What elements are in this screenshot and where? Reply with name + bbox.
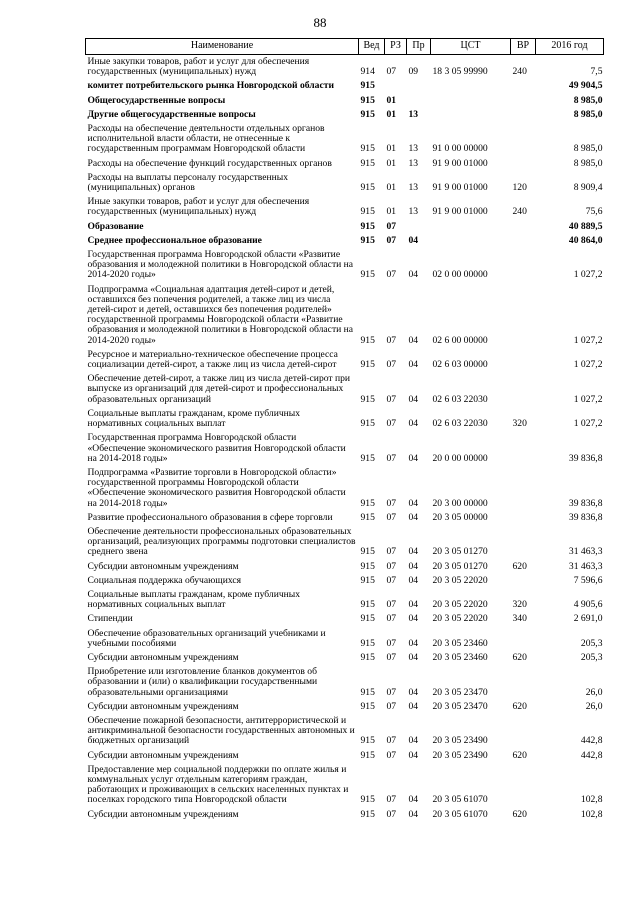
cell-rz: 07: [386, 452, 397, 464]
cell-name: Субсидии автономным учреждениям: [87, 808, 239, 820]
cell-sum: 39 836,8: [568, 511, 603, 523]
cell-name: Субсидии автономным учреждениям: [87, 560, 239, 572]
table-row: [86, 466, 604, 511]
cell-rz: 07: [386, 735, 397, 747]
cell-pr: 13: [408, 143, 419, 155]
table-row: [86, 525, 604, 560]
cell-name: Социальные выплаты гражданам, кроме публичных нормативных социальных выплат: [87, 588, 301, 611]
cell-cst: 20 3 05 22020: [432, 599, 488, 611]
cell-vr: 620: [512, 560, 527, 572]
cell-name: Стипендии: [87, 613, 133, 625]
cell-rz: 01: [386, 143, 397, 155]
cell-vr: [511, 665, 536, 700]
cell-name: Приобретение или изготовление бланков документов об образовании и (или) о квалификации государственными образовательными организациями: [87, 666, 318, 698]
cell-vr: [511, 511, 536, 525]
cell-cst: 20 3 05 22020: [432, 574, 488, 586]
cell-ved: 915: [360, 599, 375, 611]
cell-ved: 915: [360, 637, 375, 649]
cell-rz: 07: [386, 613, 397, 625]
cell-name: Ресурсное и материально-техническое обеспечение процесса социализации детей-сирот, а также лиц из числа детей-сирот: [87, 348, 338, 371]
table-row: [86, 627, 604, 651]
cell-vr: [511, 627, 536, 651]
cell-cst: [431, 108, 511, 122]
cell-cst: 20 3 05 23490: [432, 735, 488, 747]
cell-sum: 102,8: [580, 794, 603, 806]
header-sum-2016: 2016 год: [536, 39, 604, 55]
cell-vr: [511, 348, 536, 372]
cell-sum: 205,3: [580, 637, 603, 649]
cell-sum: 442,8: [580, 735, 603, 747]
cell-sum: 39 836,8: [568, 452, 603, 464]
cell-name: Развитие профессионального образования в сфере торговли: [87, 511, 333, 523]
cell-vr: [511, 466, 536, 511]
cell-pr: 09: [408, 66, 419, 78]
header-ved: Вед: [359, 39, 385, 55]
cell-ved: 915: [360, 220, 375, 232]
cell-ved: 915: [360, 613, 375, 625]
cell-name: Расходы на обеспечение функций государственных органов: [87, 157, 332, 169]
cell-rz: 07: [386, 511, 397, 523]
cell-pr: 04: [408, 613, 419, 625]
cell-cst: [431, 220, 511, 234]
cell-rz: 01: [386, 108, 397, 120]
cell-sum: 40 889,5: [568, 220, 603, 232]
header-pr: Пр: [407, 39, 431, 55]
cell-pr: 04: [408, 334, 419, 346]
cell-pr: [407, 94, 431, 108]
cell-rz: 07: [386, 234, 397, 246]
cell-pr: 13: [408, 206, 419, 218]
cell-rz: 07: [386, 546, 397, 558]
cell-sum: 4 905,6: [573, 599, 603, 611]
table-row: [86, 283, 604, 348]
cell-name: Субсидии автономным учреждениям: [87, 749, 239, 761]
table-row: [86, 122, 604, 157]
table-row: [86, 348, 604, 372]
page-number: 88: [313, 15, 327, 30]
table-row: [86, 79, 604, 93]
cell-sum: 39 836,8: [568, 497, 603, 509]
cell-pr: 04: [408, 749, 419, 761]
cell-ved: 915: [360, 182, 375, 194]
table-row: [86, 588, 604, 612]
cell-ved: 915: [360, 574, 375, 586]
cell-cst: [431, 79, 511, 93]
cell-name: Подпрограмма «Социальная адаптация детей-сирот и детей, оставшихся без попечения родителей, а также лиц из числа детей-сирот и детей, оставшихся без попечения родителей» государственной программы Новгородской области «Развитие образования и молодежной политики в Новгородской области на 2014-2020 годы»: [87, 283, 354, 346]
cell-cst: 20 3 05 61070: [432, 794, 488, 806]
table-row: [86, 94, 604, 108]
cell-vr: [511, 122, 536, 157]
cell-sum: 1 027,2: [573, 359, 603, 371]
table-row: [86, 431, 604, 466]
table-row: [86, 220, 604, 234]
cell-vr: [511, 220, 536, 234]
cell-rz: 07: [386, 637, 397, 649]
cell-rz: [385, 79, 407, 93]
cell-vr: [511, 234, 536, 248]
table-row: [86, 234, 604, 248]
cell-name: Социальная поддержка обучающихся: [87, 574, 242, 586]
cell-cst: 20 3 05 23460: [432, 637, 488, 649]
cell-ved: 915: [360, 269, 375, 281]
cell-vr: [511, 574, 536, 588]
cell-cst: [431, 94, 511, 108]
cell-pr: 04: [408, 700, 419, 712]
table-row: [86, 612, 604, 626]
cell-cst: [431, 234, 511, 248]
cell-pr: 04: [408, 651, 419, 663]
cell-name: Расходы на выплаты персоналу государственных (муниципальных) органов: [87, 171, 289, 194]
table-row: [86, 108, 604, 122]
cell-ved: 915: [360, 108, 375, 120]
cell-pr: 04: [408, 599, 419, 611]
table-row: [86, 763, 604, 808]
cell-sum: 8 985,0: [573, 143, 603, 155]
cell-name: Социальные выплаты гражданам, кроме публичных нормативных социальных выплат: [87, 407, 301, 430]
cell-ved: 915: [360, 686, 375, 698]
cell-pr: 04: [408, 794, 419, 806]
cell-name: Другие общегосударственные вопросы: [87, 108, 256, 120]
cell-name: Субсидии автономным учреждениям: [87, 651, 239, 663]
cell-name: Иные закупки товаров, работ и услуг для обеспечения государственных (муниципальных) нужд: [87, 56, 310, 78]
cell-sum: 1 027,2: [573, 269, 603, 281]
cell-vr: [511, 283, 536, 348]
cell-vr: [511, 763, 536, 808]
cell-cst: 20 3 00 00000: [432, 497, 488, 509]
cell-pr: 04: [408, 808, 419, 820]
cell-rz: 01: [386, 182, 397, 194]
budget-table: [85, 38, 604, 822]
cell-sum: 1 027,2: [573, 418, 603, 430]
cell-sum: 8 985,0: [573, 94, 603, 106]
cell-vr: [511, 94, 536, 108]
cell-pr: 04: [408, 497, 419, 509]
cell-cst: 91 9 00 01000: [432, 182, 488, 194]
header-vr: ВР: [511, 39, 536, 55]
cell-sum: 49 904,5: [568, 80, 603, 92]
table-body: [86, 55, 604, 822]
cell-vr: 620: [512, 651, 527, 663]
cell-name: Государственная программа Новгородской области «Развитие образования и молодежной политики в Новгородской области на 2014-2020 годы»: [87, 249, 354, 281]
cell-cst: 18 3 05 99990: [432, 66, 488, 78]
cell-sum: 26,0: [585, 700, 603, 712]
cell-pr: 04: [408, 393, 419, 405]
cell-pr: [407, 79, 431, 93]
cell-name: Обеспечение пожарной безопасности, антитеррористической и антикриминальной безопасности государственных автономных и бюджетных организаций: [87, 714, 355, 747]
cell-pr: 13: [408, 108, 419, 120]
table-header-row: [86, 39, 604, 55]
table-row: [86, 195, 604, 219]
table-row: [86, 511, 604, 525]
cell-pr: 13: [408, 157, 419, 169]
cell-vr: [511, 248, 536, 283]
cell-ved: 915: [360, 735, 375, 747]
cell-rz: 07: [386, 359, 397, 371]
cell-name: Субсидии автономным учреждениям: [87, 700, 239, 712]
cell-rz: 07: [386, 808, 397, 820]
cell-vr: 340: [512, 613, 527, 625]
table-row: [86, 372, 604, 407]
table-row: [86, 808, 604, 822]
cell-vr: 620: [512, 700, 527, 712]
cell-ved: 915: [360, 393, 375, 405]
cell-sum: 7,5: [590, 66, 603, 78]
cell-pr: 04: [408, 546, 419, 558]
cell-rz: 07: [386, 651, 397, 663]
cell-vr: [511, 157, 536, 171]
cell-sum: 1 027,2: [573, 393, 603, 405]
cell-cst: 20 3 05 23460: [432, 651, 488, 663]
cell-sum: 205,3: [580, 651, 603, 663]
cell-cst: 02 0 00 00000: [432, 269, 488, 281]
cell-pr: 04: [408, 735, 419, 747]
cell-ved: 915: [360, 700, 375, 712]
cell-ved: 915: [360, 157, 375, 169]
cell-sum: 40 864,0: [568, 234, 603, 246]
table-row: [86, 665, 604, 700]
cell-ved: 915: [360, 546, 375, 558]
cell-pr: 04: [408, 511, 419, 523]
cell-sum: 442,8: [580, 749, 603, 761]
cell-name: Подпрограмма «Развитие торговли в Новгородской области» государственной программы Новгородской области «Обеспечение экономического развития Новгородской области на 2014-2018 годы»: [87, 466, 346, 509]
cell-rz: 07: [386, 794, 397, 806]
cell-name: Среднее профессиональное образование: [87, 234, 262, 246]
cell-ved: 915: [360, 418, 375, 430]
cell-sum: 31 463,3: [568, 560, 603, 572]
table-row: [86, 560, 604, 574]
header-rz: РЗ: [385, 39, 407, 55]
cell-rz: 07: [386, 700, 397, 712]
cell-vr: [511, 714, 536, 749]
cell-pr: 04: [408, 637, 419, 649]
cell-sum: 8 909,4: [573, 182, 603, 194]
cell-ved: 915: [360, 234, 375, 246]
cell-rz: 07: [386, 497, 397, 509]
cell-ved: 915: [360, 94, 375, 106]
cell-ved: 915: [360, 749, 375, 761]
cell-rz: 01: [386, 206, 397, 218]
cell-pr: 04: [408, 359, 419, 371]
cell-ved: 915: [360, 206, 375, 218]
cell-name: комитет потребительского рынка Новгородской области: [87, 80, 334, 92]
cell-name: Обеспечение образовательных организаций учебниками и учебными пособиями: [87, 627, 326, 649]
cell-ved: 915: [360, 560, 375, 572]
table-row: [86, 157, 604, 171]
cell-cst: 91 9 00 01000: [432, 157, 488, 169]
table-row: [86, 171, 604, 195]
cell-cst: 02 6 00 00000: [432, 334, 488, 346]
cell-sum: 1 027,2: [573, 334, 603, 346]
cell-vr: 120: [512, 182, 527, 194]
header-name: Наименование: [86, 39, 359, 55]
cell-ved: 914: [360, 66, 375, 78]
cell-rz: 07: [386, 599, 397, 611]
cell-cst: 20 3 05 01270: [432, 560, 488, 572]
cell-vr: 240: [512, 206, 527, 218]
cell-cst: 20 3 05 01270: [432, 546, 488, 558]
cell-sum: 2 691,0: [573, 613, 603, 625]
cell-name: Образование: [87, 220, 144, 232]
cell-vr: [511, 431, 536, 466]
cell-sum: 31 463,3: [568, 546, 603, 558]
cell-cst: 20 3 05 23470: [432, 700, 488, 712]
cell-rz: 07: [386, 749, 397, 761]
cell-vr: [511, 372, 536, 407]
cell-pr: 04: [408, 452, 419, 464]
cell-name: Общегосударственные вопросы: [87, 94, 226, 106]
cell-ved: 915: [360, 452, 375, 464]
cell-vr: 620: [512, 749, 527, 761]
cell-pr: [407, 220, 431, 234]
table-row: [86, 714, 604, 749]
cell-rz: 01: [386, 94, 397, 106]
cell-rz: 07: [386, 393, 397, 405]
cell-vr: 240: [512, 66, 527, 78]
cell-ved: 915: [360, 334, 375, 346]
cell-rz: 07: [386, 220, 397, 232]
cell-sum: 7 596,6: [573, 574, 603, 586]
cell-vr: [511, 108, 536, 122]
table-row: [86, 651, 604, 665]
cell-pr: 04: [408, 234, 419, 246]
cell-name: Обеспечение детей-сирот, а также лиц из числа детей-сирот при выпуске из организаций для детей-сирот и профессиональных образовательных организаций: [87, 373, 351, 405]
cell-vr: [511, 525, 536, 560]
cell-pr: 04: [408, 574, 419, 586]
cell-ved: 915: [360, 143, 375, 155]
cell-cst: 20 3 05 00000: [432, 511, 488, 523]
cell-name: Расходы на обеспечение деятельности отдельных органов исполнительной власти области, не отнесенные к государственным программам Новгородской области: [87, 123, 325, 155]
cell-ved: 915: [360, 511, 375, 523]
cell-ved: 915: [360, 794, 375, 806]
cell-vr: 620: [512, 808, 527, 820]
cell-vr: 320: [512, 418, 527, 430]
cell-pr: 04: [408, 269, 419, 281]
header-cst: ЦСТ: [431, 39, 511, 55]
cell-rz: 01: [386, 157, 397, 169]
cell-sum: 75,6: [585, 206, 603, 218]
table-row: [86, 407, 604, 431]
cell-cst: 02 6 03 00000: [432, 359, 488, 371]
cell-cst: 91 0 00 00000: [432, 143, 488, 155]
cell-cst: 91 9 00 01000: [432, 206, 488, 218]
cell-vr: [511, 79, 536, 93]
cell-vr: 320: [512, 599, 527, 611]
cell-name: Обеспечение деятельности профессиональных образовательных организаций, реализующих программы подготовки специалистов среднего звена: [87, 525, 356, 558]
cell-name: Предоставление мер социальной поддержки по оплате жилья и коммунальных услуг отдельным категориям граждан, работающих и проживающих в сельских населенных пунктах и поселках городского типа Новгородской области: [87, 763, 349, 806]
cell-cst: 20 3 05 23490: [432, 749, 488, 761]
cell-pr: 04: [408, 686, 419, 698]
cell-name: Иные закупки товаров, работ и услуг для обеспечения государственных (муниципальных) нужд: [87, 196, 310, 218]
cell-cst: 02 6 03 22030: [432, 393, 488, 405]
cell-ved: 915: [360, 80, 375, 92]
cell-pr: 04: [408, 560, 419, 572]
cell-ved: 915: [360, 651, 375, 663]
cell-rz: 07: [386, 334, 397, 346]
cell-sum: 102,8: [580, 808, 603, 820]
cell-ved: 915: [360, 808, 375, 820]
table-row: [86, 55, 604, 80]
cell-cst: 20 3 05 23470: [432, 686, 488, 698]
cell-cst: 20 0 00 00000: [432, 452, 488, 464]
cell-cst: 20 3 05 61070: [432, 808, 488, 820]
table-row: [86, 700, 604, 714]
cell-ved: 915: [360, 497, 375, 509]
cell-rz: 07: [386, 686, 397, 698]
cell-rz: 07: [386, 66, 397, 78]
cell-cst: 02 6 03 22030: [432, 418, 488, 430]
cell-pr: 04: [408, 418, 419, 430]
table-row: [86, 248, 604, 283]
table-row: [86, 574, 604, 588]
cell-rz: 07: [386, 560, 397, 572]
cell-rz: 07: [386, 574, 397, 586]
cell-pr: 13: [408, 182, 419, 194]
cell-name: Государственная программа Новгородской области «Обеспечение экономического развития Новгородской области на 2014-2018 годы»: [87, 432, 346, 464]
cell-ved: 915: [360, 359, 375, 371]
cell-sum: 8 985,0: [573, 157, 603, 169]
table-row: [86, 749, 604, 763]
cell-sum: 8 985,0: [573, 108, 603, 120]
cell-rz: 07: [386, 269, 397, 281]
cell-rz: 07: [386, 418, 397, 430]
cell-cst: 20 3 05 22020: [432, 613, 488, 625]
cell-sum: 26,0: [585, 686, 603, 698]
